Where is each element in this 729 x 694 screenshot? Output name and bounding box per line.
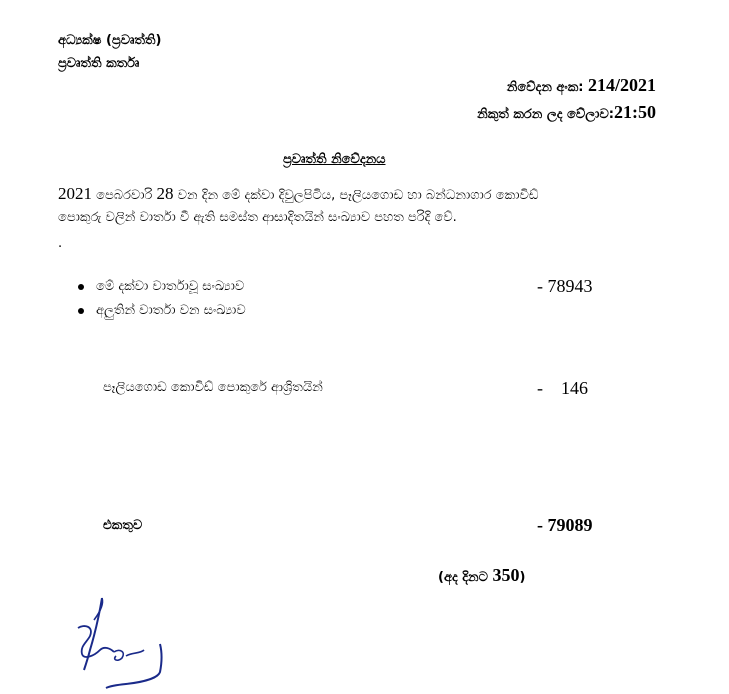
reference-number-row (507, 75, 656, 96)
today-count-close: ) (519, 570, 526, 585)
list-item (78, 303, 246, 318)
today-count-note (438, 565, 525, 586)
reference-label: නිවේදන අංක: (506, 80, 584, 95)
bullet-icon (78, 284, 84, 290)
issue-time: 21:50 (614, 102, 656, 122)
paragraph-day: 28 (156, 184, 174, 203)
paragraph-line-2: පොකුරු වලින් වාර්තා වී ඇති සමස්ත ආසාදිතයින් සංඛ්‍යාව පහත පරිදි වේ. (58, 210, 457, 225)
total-label: එකතුව (103, 518, 143, 533)
paragraph-year: 2021 (58, 184, 92, 203)
header-director-title: අධ්‍යක්ෂ (ප්‍රවෘත්ති) (58, 33, 162, 48)
list-item-label: අලුතින් වාර්තා වන සංඛ්‍යාව (96, 303, 246, 318)
peliyagoda-cluster-value: - 146 (537, 378, 588, 398)
notice-title: ප්‍රවෘත්ති නිවේදනය (283, 152, 386, 167)
issue-time-label: නිකුත් කරන ලද වේලාව: (477, 107, 614, 122)
stray-dot: . (58, 236, 63, 251)
reference-number: 214/2021 (583, 75, 656, 95)
today-count-open: (අද දිනට (438, 570, 493, 585)
today-count-number: 350 (492, 565, 520, 585)
peliyagoda-cluster-label: පෑලියගොඩ කොවිඩ් පොකුරේ ආශ්‍රිතයින් (103, 380, 323, 395)
total-value: - 79089 (537, 515, 593, 535)
paragraph-line-1-text: වන දින මේ දක්වා දිවුලපිටිය, පෑලියගොඩ හා බන්ධනාගාර කොවිඩ් (173, 188, 539, 203)
bullet-icon (78, 308, 84, 314)
paragraph-line-1 (58, 184, 538, 204)
header-news-editor: ප්‍රවෘත්ති කර්තෘ (58, 56, 140, 71)
paragraph-month: පෙබරවාරි (92, 188, 157, 203)
list-item (78, 279, 244, 294)
list-item-value: - 78943 (537, 276, 593, 296)
issue-time-row (477, 102, 656, 123)
signature-image (60, 590, 180, 690)
list-item-label: මේ දක්වා වාර්තාවූ සංඛ්‍යාව (96, 279, 245, 294)
